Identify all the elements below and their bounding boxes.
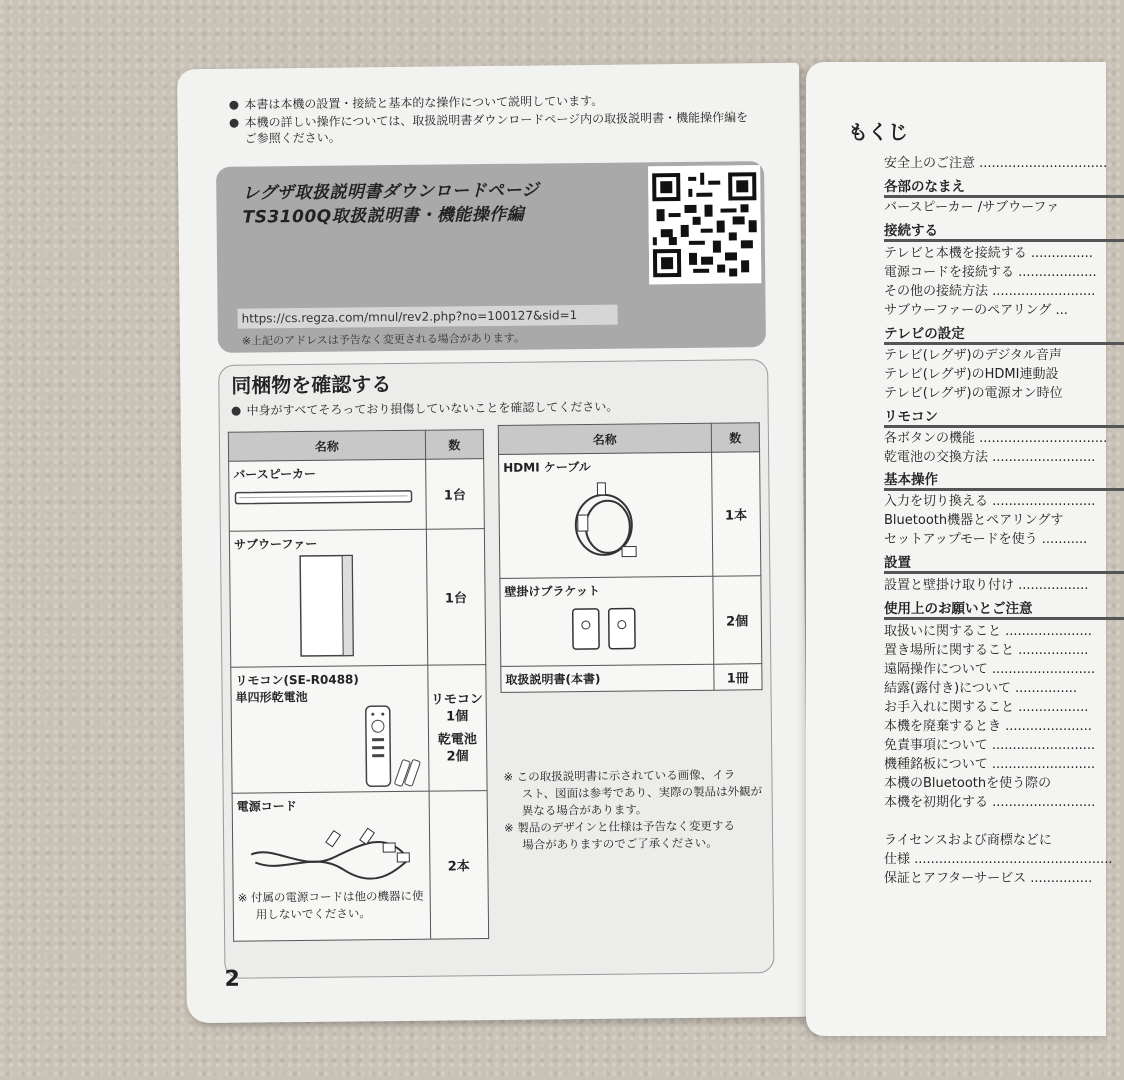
toc-entry[interactable]: セットアップモードを使う ........... <box>884 532 1088 547</box>
item-cell <box>232 791 430 941</box>
item-qty: 2個 <box>712 576 761 665</box>
subwoofer-icon <box>230 551 421 663</box>
table-row <box>229 529 485 668</box>
toc-entry[interactable]: 免責事項について ......................... <box>884 738 1096 753</box>
item-name: 壁掛けブラケット <box>504 583 600 599</box>
toc-entry[interactable]: 入力を切り換える ......................... <box>884 494 1096 509</box>
qty-remote-label: リモコン <box>430 691 484 708</box>
power-cord-note-line2: 用しないでください。 <box>255 906 371 922</box>
toc-entry[interactable]: 保証とアフターサービス ............... <box>884 871 1093 886</box>
item-name-line2: 単四形乾電池 <box>235 689 308 705</box>
table-row <box>500 576 762 667</box>
item-name: HDMI ケーブル <box>503 459 591 475</box>
toc-section-heading: 設置 <box>884 551 911 571</box>
intro-bullet-2: 本機の詳しい操作については、取扱説明書ダウンロードページ内の取扱説明書・機能操作編を <box>230 109 749 130</box>
package-notes <box>503 766 770 854</box>
item-cell <box>500 576 713 666</box>
toc-entry[interactable]: 本機のBluetoothを使う際の <box>884 776 1052 791</box>
note-line: ※ 製品のデザインと仕様は予告なく変更する <box>503 818 736 835</box>
item-name-line1: リモコン(SE-R0488) <box>235 672 359 688</box>
download-url[interactable]: https://cs.regza.com/mnul/rev2.php?no=100127&sid=1 <box>238 305 618 329</box>
toc-entry[interactable]: お手入れに関すること ................. <box>884 700 1089 715</box>
header-qty: 数 <box>711 423 760 453</box>
item-cell <box>499 452 713 578</box>
package-contents-section <box>218 359 774 979</box>
bar-speaker-icon <box>229 481 419 513</box>
bullet-dot-icon <box>232 407 241 416</box>
toc-entry[interactable]: 取扱いに関すること ..................... <box>884 624 1092 639</box>
toc-entry[interactable]: 遠隔操作について ......................... <box>884 662 1096 677</box>
note-line: スト、図面は参考であり、実際の製品は外観が <box>521 784 763 801</box>
bullet-dot-icon <box>229 101 238 110</box>
intro-bullet-1: 本書は本機の設置・接続と基本的な操作について説明しています。 <box>229 93 603 113</box>
hdmi-cable-icon <box>499 474 706 572</box>
toc-entry[interactable]: テレビと本機を接続する ............... <box>884 246 1093 261</box>
power-cord-icon <box>233 813 424 887</box>
toc-entry[interactable]: 置き場所に関すること ................. <box>884 643 1089 658</box>
item-cell <box>229 529 427 667</box>
note-line: 異なる場合があります。 <box>521 802 648 818</box>
toc-entry[interactable]: 仕様 ................................................ <box>884 852 1113 867</box>
toc-section-heading: テレビの設定 <box>884 322 965 342</box>
page-number: 2 <box>224 966 240 992</box>
toc-entry[interactable]: 電源コードを接続する ................... <box>884 265 1097 280</box>
package-title: 同梱物を確認する <box>231 372 392 398</box>
toc-section-heading: 各部のなまえ <box>884 175 965 195</box>
note-line: ※ この取扱説明書に示されている画像、イラ <box>503 767 736 784</box>
item-qty <box>427 665 487 792</box>
table-row <box>231 665 487 794</box>
bullet-dot-icon <box>230 119 239 128</box>
toc-entry[interactable]: サブウーファーのペアリング ... <box>884 303 1068 318</box>
qr-code-icon[interactable] <box>648 165 761 284</box>
item-qty: 2本 <box>429 791 489 940</box>
toc-section-heading: 使用上のお願いとご注意 <box>884 597 1033 617</box>
toc-entry[interactable]: 本機を廃棄するとき ..................... <box>884 719 1092 734</box>
download-title-line2: TS3100Q取扱説明書・機能操作編 <box>242 204 525 228</box>
remote-and-batteries-icon <box>232 704 423 790</box>
toc-entry[interactable]: 各ボタンの機能 ............................... <box>884 431 1108 446</box>
table-row <box>501 664 762 693</box>
table-row <box>232 791 489 942</box>
item-name: バースピーカー <box>233 466 317 482</box>
toc-entry[interactable]: 機種銘板について ......................... <box>884 757 1096 772</box>
item-qty: 1台 <box>426 529 486 666</box>
toc-entry[interactable]: バースピーカー /サブウーファ <box>884 200 1060 215</box>
toc-entry[interactable]: Bluetooth機器とペアリングす <box>884 513 1064 528</box>
power-cord-note-line1: ※ 付属の電源コードは他の機器に使 <box>237 888 424 905</box>
toc-entry[interactable]: 本機を初期化する ......................... <box>884 795 1096 810</box>
manual-left-page <box>177 63 809 1023</box>
item-qty: 1本 <box>711 452 761 577</box>
item-name: サブウーファー <box>233 536 318 552</box>
table-row <box>499 452 761 579</box>
toc-section-heading: リモコン <box>884 405 938 425</box>
intro-bullet-2-cont: ご参照ください。 <box>244 130 341 146</box>
item-cell <box>501 664 714 692</box>
toc-title: もくじ <box>848 120 908 144</box>
note-line: 場合がありますのでご了承ください。 <box>522 835 718 852</box>
header-name: 名称 <box>498 423 711 454</box>
toc-entry[interactable]: 乾電池の交換方法 ......................... <box>884 450 1096 465</box>
toc-entry[interactable]: 安全上のご注意 ............................... <box>884 156 1108 171</box>
toc-entry[interactable]: テレビ(レグザ)のHDMI連動設 <box>884 367 1059 382</box>
toc-entry[interactable]: その他の接続方法 ......................... <box>884 284 1096 299</box>
item-cell <box>229 459 426 531</box>
header-qty: 数 <box>425 430 484 460</box>
download-url-note: ※上記のアドレスは予告なく変更される場合があります。 <box>241 331 525 348</box>
package-table-left <box>228 429 489 942</box>
qty-battery-count: 2個 <box>446 748 469 764</box>
toc-section-heading: 基本操作 <box>884 468 938 488</box>
item-cell <box>231 665 429 793</box>
item-name: 取扱説明書(本書) <box>505 671 601 687</box>
toc-section-heading: 接続する <box>884 219 938 239</box>
manual-right-page-toc <box>806 62 1113 1036</box>
download-info-box <box>216 161 766 353</box>
qty-battery-label: 乾電池 <box>437 731 477 748</box>
package-subtitle: 中身がすべてそろっており損傷していないことを確認してください。 <box>232 398 619 419</box>
item-qty: 1冊 <box>713 664 762 691</box>
qr-code-graphic <box>652 169 757 280</box>
item-qty: 1台 <box>425 459 484 530</box>
download-title-line1: レグザ取扱説明書ダウンロードページ <box>242 180 540 204</box>
item-name: 電源コード <box>236 799 297 814</box>
table-row <box>229 459 485 532</box>
header-name: 名称 <box>228 430 425 461</box>
toc-entry[interactable]: テレビ(レグザ)の電源オン時位 <box>884 386 1063 401</box>
toc-entry[interactable]: 設置と壁掛け取り付け ................. <box>884 578 1089 593</box>
toc-entry[interactable]: テレビ(レグザ)のデジタル音声 <box>884 348 1062 363</box>
package-table-right <box>498 422 763 693</box>
wall-bracket-icon <box>501 598 708 660</box>
table-header-row <box>498 423 759 455</box>
toc-entry[interactable]: ライセンスおよび商標などに <box>884 833 1052 848</box>
toc-entry[interactable]: 結露(露付き)について ............... <box>884 681 1078 696</box>
qty-remote-count: 1個 <box>446 708 469 725</box>
table-header-row <box>228 430 483 462</box>
